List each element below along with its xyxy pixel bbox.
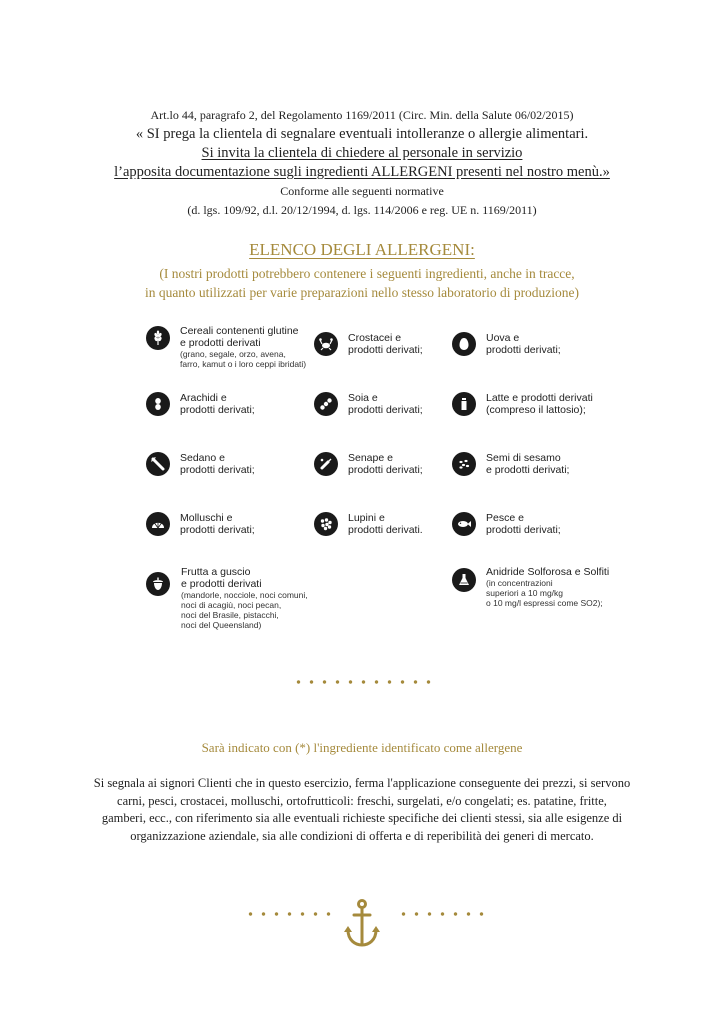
allergen-cereals (146, 326, 306, 369)
allergen-name: prodotti derivati; (348, 464, 423, 476)
allergen-marker-note: Sarà indicato con (*) l'ingrediente identificato come allergene (201, 740, 523, 755)
wheat-icon (146, 326, 170, 350)
notice-line: carni, pesci, crostacei, molluschi, ortofrutticoli: freschi, surgelati, e/o congelati; es. patatine, fritte, (117, 793, 607, 808)
allergen-note: noci del Queensland) (181, 620, 262, 630)
egg-icon (452, 332, 476, 356)
allergen-celery (146, 452, 255, 476)
staff-request: Si invita la clientela di chiedere al personale in servizio (201, 145, 523, 161)
dotted-divider (244, 912, 335, 916)
crab-icon (314, 332, 338, 356)
regulations-list: (d. lgs. 109/92, d.l. 20/12/1994, d. lgs. 114/2006 e reg. UE n. 1169/2011) (187, 203, 537, 217)
allergen-name: Anidride Solforosa e Solfiti (486, 566, 610, 578)
documentation-note: l’apposita documentazione sugli ingredienti ALLERGENI presenti nel nostro menù.» (114, 164, 610, 180)
lupin-icon (314, 512, 338, 536)
allergen-name: Pesce e (486, 512, 524, 524)
allergen-name: (compreso il lattosio); (486, 404, 586, 416)
allergen-eggs (452, 332, 561, 356)
allergen-name: Cereali contenenti glutine (180, 325, 299, 337)
sulphite-icon (452, 568, 476, 592)
sourcing-notice (0, 775, 724, 845)
allergen-nuts (146, 566, 308, 630)
allergen-name: e prodotti derivati; (486, 464, 570, 476)
allergen-name: prodotti derivati; (180, 404, 255, 416)
allergen-peanuts (146, 392, 255, 416)
allergen-fish (452, 512, 561, 536)
allergen-list-title: ELENCO DEGLI ALLERGENI: (249, 240, 475, 259)
anchor-icon (344, 898, 380, 950)
compliance-label: Conforme alle seguenti normative (280, 184, 444, 198)
allergen-name: Latte e prodotti derivati (486, 392, 593, 404)
allergen-name: prodotti derivati. (348, 524, 423, 536)
subtitle-line: (I nostri prodotti potrebbero contenere i seguenti ingredienti, anche in tracce, (159, 266, 575, 281)
allergen-note: o 10 mg/l espressi come SO2); (486, 598, 603, 608)
fish-icon (452, 512, 476, 536)
allergen-name: prodotti derivati; (486, 524, 561, 536)
celery-icon (146, 452, 170, 476)
soy-icon (314, 392, 338, 416)
allergen-sesame (452, 452, 569, 476)
acorn-icon (146, 572, 170, 596)
allergen-name: prodotti derivati; (180, 464, 255, 476)
allergen-name: Senape e (348, 452, 393, 464)
allergen-list-subtitle (0, 264, 724, 302)
allergen-lupins (314, 512, 423, 536)
dotted-divider (292, 680, 435, 684)
allergen-note: noci del Brasile, pistacchi, (181, 610, 279, 620)
allergen-name: Arachidi e (180, 392, 227, 404)
allergy-request: « SI prega la clientela di segnalare eventuali intolleranze o allergie alimentari. (135, 126, 589, 142)
allergen-note: superiori a 10 mg/kg (486, 588, 564, 598)
allergen-name: Soia e (348, 392, 378, 404)
regulation-reference: Art.lo 44, paragrafo 2, del Regolamento 1169/2011 (Circ. Min. della Salute 06/02/2015) (150, 108, 574, 122)
allergen-note: noci di acagiù, noci pecan, (181, 600, 282, 610)
allergen-note: (in concentrazioni (486, 578, 553, 588)
subtitle-line: in quanto utilizzati per varie preparazioni nello stesso laboratorio di produzione) (144, 285, 580, 300)
allergen-name: e prodotti derivati (180, 337, 261, 349)
allergen-soy (314, 392, 423, 416)
legal-header (0, 106, 724, 220)
milk-icon (452, 392, 476, 416)
allergen-name: Lupini e (348, 512, 385, 524)
allergen-name: prodotti derivati; (348, 404, 423, 416)
allergen-note: (mandorle, nocciole, noci comuni, (181, 590, 308, 600)
allergen-mustard (314, 452, 423, 476)
allergen-name: Molluschi e (180, 512, 233, 524)
allergen-name: Frutta a guscio (181, 566, 251, 578)
peanut-icon (146, 392, 170, 416)
allergen-note: farro, kamut o i loro ceppi ibridati) (180, 359, 307, 369)
allergen-sulphites (452, 566, 609, 608)
allergen-name: Sedano e (180, 452, 225, 464)
notice-line: gamberi, ecc., con riferimento sia alle eventuali richieste specifiche dei clienti stessi, sia alle esigenze di (101, 811, 623, 825)
notice-line: organizzazione aziendale, sia alle condizioni di offerta e di reperibilità dei generi di mercato. (130, 828, 594, 843)
allergen-name: prodotti derivati; (486, 344, 561, 356)
dotted-divider (397, 912, 488, 916)
mustard-icon (314, 452, 338, 476)
sesame-icon (452, 452, 476, 476)
allergen-name: prodotti derivati; (180, 524, 255, 536)
allergen-note: (grano, segale, orzo, avena, (180, 349, 286, 359)
allergen-name: Crostacei e (348, 332, 402, 344)
shell-icon (146, 512, 170, 536)
allergen-name: prodotti derivati; (348, 344, 423, 356)
allergen-molluscs (146, 512, 255, 536)
allergen-name: Semi di sesamo (486, 452, 561, 464)
allergen-name: e prodotti derivati (181, 578, 262, 590)
allergen-milk (452, 392, 593, 416)
allergen-name: Uova e (486, 332, 520, 344)
notice-line: Si segnala ai signori Clienti che in questo esercizio, ferma l'applicazione conseguente dei prezzi, si servono (93, 776, 631, 790)
allergen-crustaceans (314, 332, 423, 356)
